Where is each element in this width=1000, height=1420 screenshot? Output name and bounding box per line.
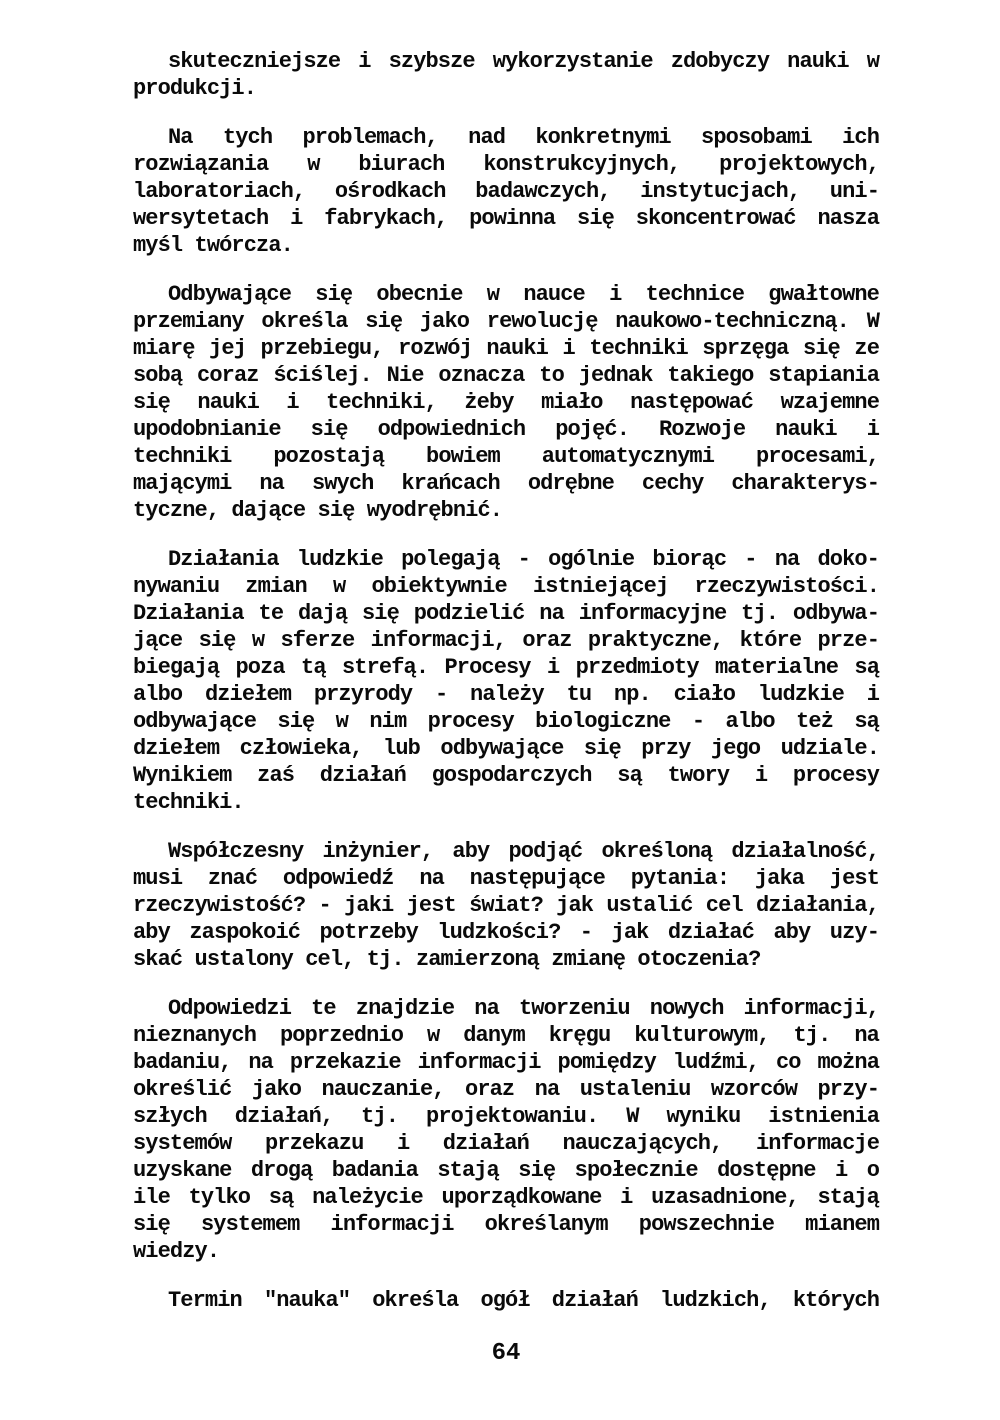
- text-line: miarę jej przebiegu, rozwój nauki i techniki sprzęga się ze: [133, 336, 879, 361]
- paragraph: [133, 546, 879, 816]
- text-line: albo dziełem przyrody - należy tu np. ciało ludzkie i: [133, 682, 879, 707]
- text-block: [133, 48, 879, 1314]
- text-line: upodobnianie się odpowiednich pojęć. Rozwoje nauki i: [133, 417, 879, 442]
- text-line: Wynikiem zaś działań gospodarczych są twory i procesy: [133, 763, 879, 788]
- text-line: szłych działań, tj. projektowaniu. W wyniku istnienia: [133, 1104, 879, 1129]
- text-line: systemów przekazu i działań nauczających, informacje: [133, 1131, 879, 1156]
- text-line: rzeczywistość? - jaki jest świat? jak ustalić cel działania,: [133, 893, 879, 918]
- text-line: tyczne, dające się wyodrębnić.: [133, 498, 503, 523]
- text-line: techniki pozostają bowiem automatycznymi procesami,: [133, 444, 879, 469]
- text-line: Działania ludzkie polegają - ogólnie biorąc - na doko-: [168, 547, 879, 572]
- text-line: musi znać odpowiedź na następujące pytania: jaka jest: [133, 866, 879, 891]
- text-line: wiedzy.: [133, 1239, 220, 1264]
- text-line: uzyskane drogą badania stają się społecznie dostępne i o: [133, 1158, 879, 1183]
- text-line: się nauki i techniki, żeby miało następować wzajemne: [133, 390, 879, 415]
- text-line: biegają poza tą strefą. Procesy i przedmioty materialne są: [133, 655, 879, 680]
- paragraph: [133, 124, 879, 259]
- text-line: Działania te dają się podzielić na informacyjne tj. odbywa-: [133, 601, 879, 626]
- text-line: wersytetach i fabrykach, powinna się skoncentrować nasza: [133, 206, 879, 231]
- text-line: techniki.: [133, 790, 244, 815]
- text-line: przemiany określa się jako rewolucję naukowo-techniczną. W: [133, 309, 879, 334]
- text-line: określić jako nauczanie, oraz na ustaleniu wzorców przy-: [133, 1077, 879, 1102]
- text-line: odbywające się w nim procesy biologiczne - albo też są: [133, 709, 879, 734]
- text-line: nieznanych poprzednio w danym kręgu kulturowym, tj. na: [133, 1023, 879, 1048]
- paragraph: [133, 838, 879, 973]
- paragraph: [133, 1287, 879, 1314]
- text-line: aby zaspokoić potrzeby ludzkości? - jak działać aby uzy-: [133, 920, 879, 945]
- text-line: jące się w sferze informacji, oraz praktyczne, które prze-: [133, 628, 879, 653]
- text-line: rozwiązania w biurach konstrukcyjnych, projektowych,: [133, 152, 879, 177]
- text-line: się systemem informacji określanym powszechnie mianem: [133, 1212, 879, 1237]
- text-line: badaniu, na przekazie informacji pomiędzy ludźmi, co można: [133, 1050, 879, 1075]
- text-line: mającymi na swych krańcach odrębne cechy charakterys-: [133, 471, 879, 496]
- text-line: ile tylko są należycie uporządkowane i uzasadnione, stają: [133, 1185, 879, 1210]
- text-line: skać ustalony cel, tj. zamierzoną zmianę otoczenia?: [133, 947, 761, 972]
- text-line: myśl twórcza.: [133, 233, 293, 258]
- text-line: dziełem człowieka, lub odbywające się przy jego udziale.: [133, 736, 879, 761]
- text-line: nywaniu zmian w obiektywnie istniejącej rzeczywistości.: [133, 574, 879, 599]
- text-line: laboratoriach, ośrodkach badawczych, instytucjach, uni-: [133, 179, 879, 204]
- text-line: Na tych problemach, nad konkretnymi sposobami ich: [168, 125, 879, 150]
- text-line: skuteczniejsze i szybsze wykorzystanie zdobyczy nauki w: [168, 49, 879, 74]
- page-number: 64: [491, 1340, 521, 1367]
- text-line: Termin "nauka" określa ogół działań ludzkich, których: [168, 1288, 879, 1313]
- paragraph: [133, 995, 879, 1265]
- paragraph: [133, 281, 879, 524]
- text-line: produkcji.: [133, 76, 257, 101]
- paragraph: [133, 48, 879, 102]
- text-line: Współczesny inżynier, aby podjąć określoną działalność,: [168, 839, 879, 864]
- text-line: Odpowiedzi te znajdzie na tworzeniu nowych informacji,: [168, 996, 879, 1021]
- text-line: Odbywające się obecnie w nauce i technice gwałtowne: [168, 282, 879, 307]
- text-line: sobą coraz ściślej. Nie oznacza to jednak takiego stapiania: [133, 363, 879, 388]
